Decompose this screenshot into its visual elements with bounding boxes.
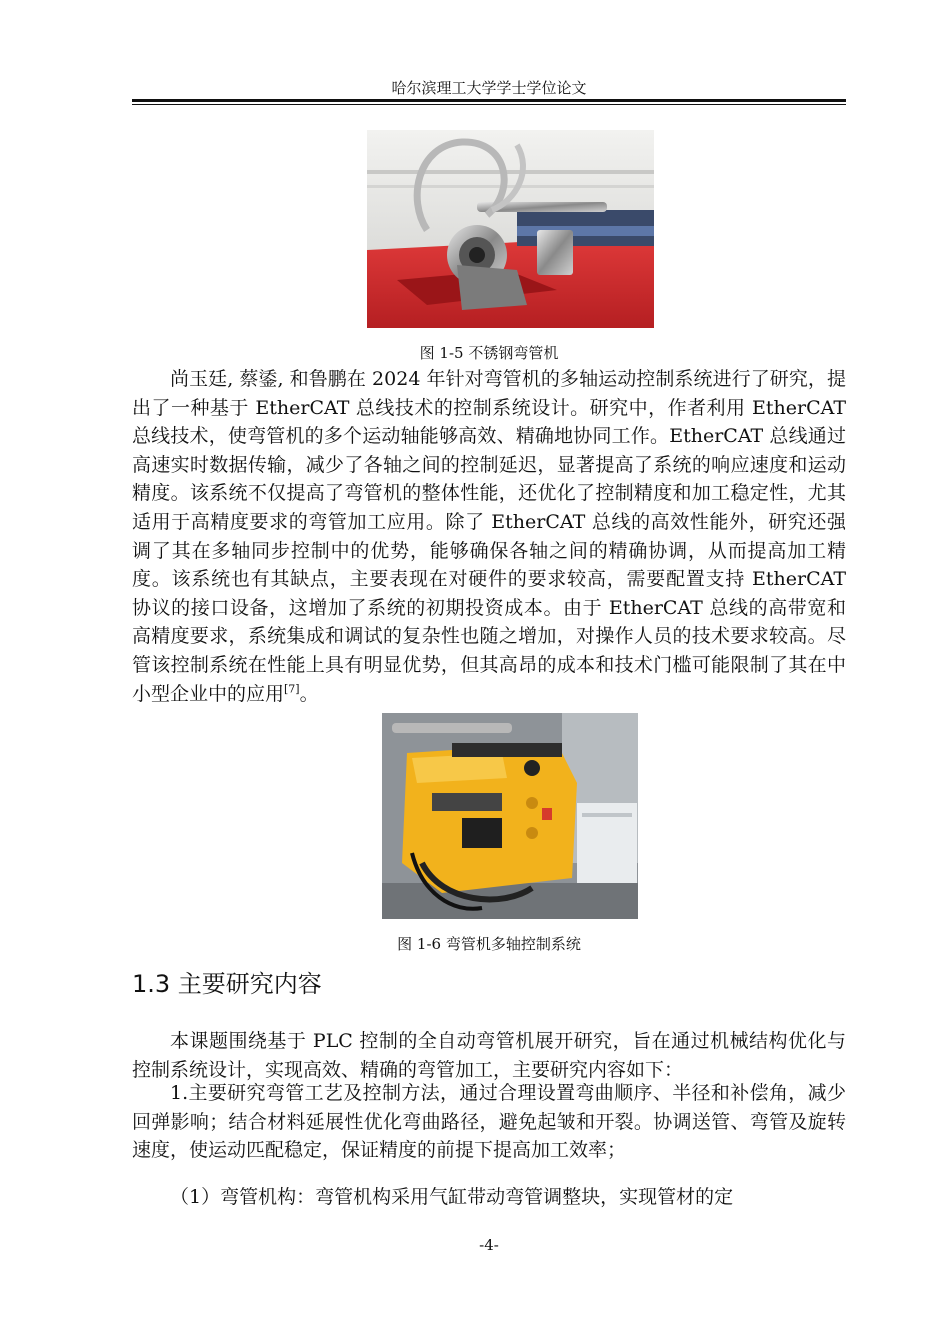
paragraph-ethercat-study (132, 365, 846, 708)
header-rule-thin (132, 104, 846, 105)
figure-1-5-image (367, 130, 654, 328)
citation-7: [7] (284, 682, 300, 696)
page-number: -4- (479, 1236, 499, 1254)
paragraph-1-text: 尚玉廷, 蔡鋈, 和鲁鹏在 2024 年针对弯管机的多轴运动控制系统进行了研究，提出了一种基于 EtherCAT 总线技术的控制系统设计。研究中，作者利用 EtherCAT 总线技术，使弯管机的多个运动轴能够高效、精确地协同工作。EtherCAT 总线通过高速实时数据传输，减少了各轴之间的控制延迟，显著提高了系统的响应速度和运动精度。该系统不仅提高了弯管机的整体性能，还优化了控制精度和加工稳定性，尤其适用于高精度要求的弯管加工应用。除了 EtherCAT 总线的高效性能外，研究还强调了其在多轴同步控制中的优势，能够确保各轴之间的精确协调，从而提高加工精度。该系统也有其缺点，主要表现在对硬件的要求较高，需要配置支持 EtherCAT 协议的接口设备，这增加了系统的初期投资成本。由于 EtherCAT 总线的高带宽和高精度要求，系统集成和调试的复杂性也随之增加，对操作人员的技术要求较高。尽管该控制系统在性能上具有明显优势，但其高昂的成本和技术门槛可能限制了其在中小型企业中的应用 (132, 368, 846, 705)
multi-axis-bender-illustration (382, 713, 638, 919)
figure-1-6-image (382, 713, 638, 919)
paragraph-bending-mechanism: （1）弯管机构：弯管机构采用气缸带动弯管调整块，实现管材的定 (170, 1186, 734, 1208)
header-rule-thick (132, 99, 846, 102)
paragraph-1-end: 。 (299, 682, 319, 705)
pipe-bender-illustration (367, 130, 654, 328)
paragraph-research-item-1: 1.主要研究弯管工艺及控制方法，通过合理设置弯曲顺序、半径和补偿角，减少回弹影响；结合材料延展性优化弯曲路径，避免起皱和开裂。协调送管、弯管及旋转速度，使运动匹配稳定，保证精度的前提下提高加工效率； (132, 1082, 846, 1162)
section-heading: 1.3 主要研究内容 (132, 970, 322, 998)
figure-1-6-caption: 图 1-6 弯管机多轴控制系统 (397, 935, 581, 953)
running-header: 哈尔滨理工大学学士学位论文 (391, 79, 587, 97)
figure-1-5-caption: 图 1-5 不锈钢弯管机 (419, 344, 559, 362)
paragraph-research-intro: 本课题围绕基于 PLC 控制的全自动弯管机展开研究，旨在通过机械结构优化与控制系统设计，实现高效、精确的弯管加工，主要研究内容如下： (132, 1030, 846, 1081)
